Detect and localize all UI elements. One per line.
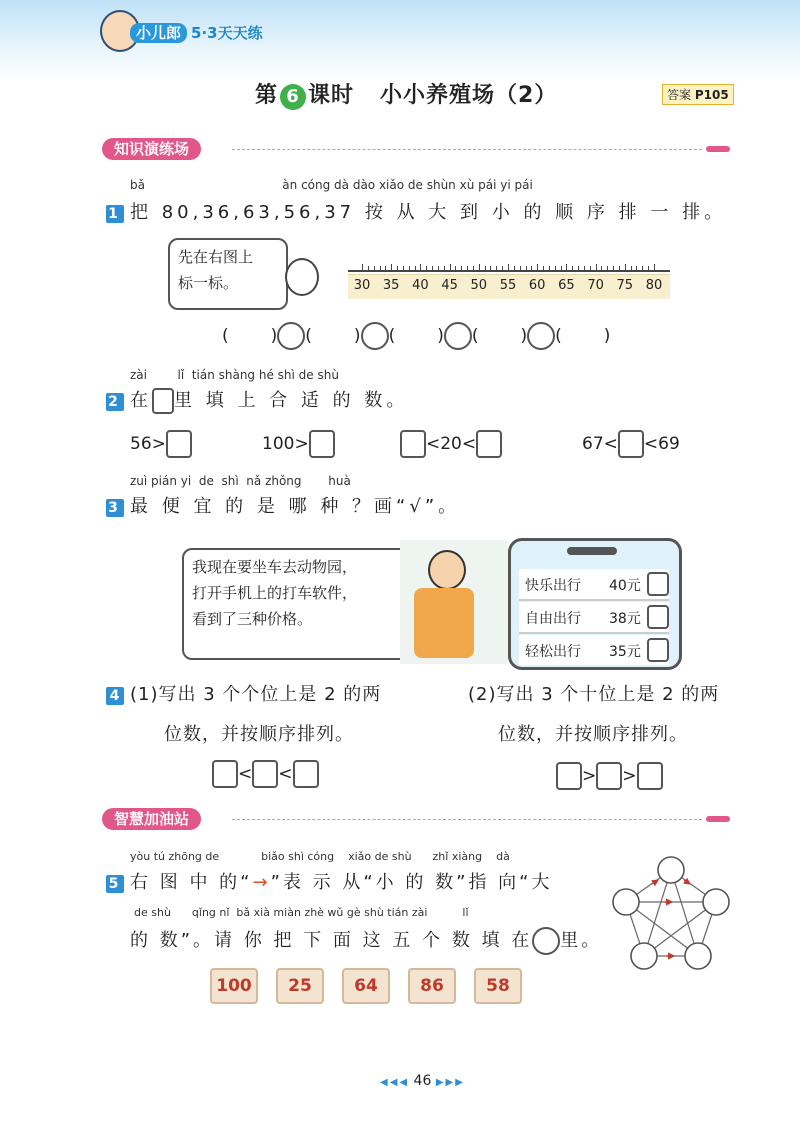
price-row-3 [519,635,669,665]
section-practice: 知识演练场 [102,138,201,160]
q2-blank-4[interactable] [476,430,502,458]
lesson-title [255,78,557,110]
number-tile-5[interactable]: 58 [474,968,522,1004]
number-line-tick [496,266,497,271]
number-line-tick [479,264,480,272]
q1-pinyin: bǎ àn cóng dà dào xiǎo de shùn xù pái yi pái [130,178,533,192]
number-line-tick [380,266,381,271]
number-line-tick [520,266,521,271]
q2-box-glyph [152,388,174,414]
number-line-tick [514,266,515,271]
number-tile-3[interactable]: 64 [342,968,390,1004]
option-1-check[interactable] [647,572,669,596]
number-line-tick [368,266,369,271]
q4-part2-line1: (2)写出 3 个十位上是 2 的两 [468,684,720,705]
boy-head-icon [428,550,466,590]
number-line-tick [648,266,649,271]
section-wisdom: 智慧加油站 [102,808,201,830]
backpack-icon [414,588,474,658]
q4-part1-line1 [106,680,381,706]
number-line-label: 60 [528,278,546,293]
number-line-label: 45 [441,278,458,293]
number-line-tick [601,266,602,271]
q1-paren-close-2: ) [353,326,361,346]
arrow-icon: → [252,872,271,893]
option-1-price: 40元 [609,578,641,594]
answer-tag[interactable] [662,84,734,105]
number-tile-2[interactable]: 25 [276,968,324,1004]
section-divider [232,149,702,150]
page-footer [380,1073,465,1089]
price-row-2 [519,602,669,634]
number-tile-4[interactable]: 86 [408,968,456,1004]
number-line-label: 55 [499,278,517,293]
number-line-tick [642,266,643,271]
node-left[interactable] [613,889,639,915]
lesson-number: 6 [280,84,306,110]
number-line-tick [385,266,386,271]
number-line-tick [566,264,567,272]
q3-text [106,492,460,518]
q2-blank-1[interactable] [166,430,192,458]
number-line-label: 30 [353,278,371,293]
q3-bubble-line1: 我现在要坐车去动物园， [192,558,358,576]
number-line-tick [444,266,445,271]
q1-text [106,198,726,224]
lesson-suffix: 课时 [308,83,355,108]
q2-blank-3[interactable] [400,430,426,458]
number-line-tick [438,266,439,271]
q1-paren-open-5: ( [555,326,562,346]
number-line-tick [403,266,404,271]
q1-hint-bubble [168,238,288,310]
q1-circle-4[interactable] [527,322,555,350]
number-line-tick [578,266,579,271]
q5-text2a: 的 数”。请 你 把 下 面 这 五 个 数 填 在 [130,930,533,951]
number-line-tick [473,266,474,271]
number-line-tick [502,266,503,271]
phone-screen [508,538,682,670]
q4-2-gt-2: > [622,766,637,786]
lesson-prefix: 第 [255,83,279,108]
node-top[interactable] [658,857,684,883]
q5-line2 [130,926,602,955]
q4-answer-2 [556,762,663,790]
q2-e2-text: 100> [262,434,309,454]
q1-paren-open-2: ( [305,326,312,346]
option-1-name: 快乐出行 [525,578,581,594]
q4-1-lt-2: < [278,764,293,784]
q5-text2b: 里。 [560,930,603,951]
number-line-tick [613,266,614,271]
q3-number: 3 [106,499,124,517]
series-name: 5·3天天练 [191,24,263,42]
q2-e4a-text: 67< [582,434,618,454]
number-line-tick [420,264,421,272]
q5-text1a: 右 图 中 的“ [130,872,253,893]
q3-bubble-line2: 打开手机上的打车软件， [192,584,358,602]
answer-page: P105 [694,88,729,102]
q4-answer-1 [212,760,319,788]
number-line-tick [619,266,620,271]
brand [130,22,263,43]
number-line-tick [485,266,486,271]
q2-blank-5[interactable] [618,430,644,458]
number-line-tick [607,266,608,271]
number-line-tick [590,266,591,271]
panda-icon [285,258,319,296]
number-line-tick [391,264,392,272]
q2-pinyin: zài lǐ tián shàng hé shì de shù [130,368,339,382]
q5-pinyin-1: yòu tú zhōng de biǎo shì cóng xiǎo de shù zhǐ xiàng dà [130,850,510,863]
number-line-tick [572,266,573,271]
q5-number: 5 [106,875,124,893]
boy-with-phone-illustration [400,540,508,664]
q2-expr-4 [582,430,680,458]
number-line-tick [549,266,550,271]
pencil-icon-2 [706,816,730,822]
number-line-label: 50 [470,278,488,293]
lesson-name: 小小养殖场（2） [380,83,558,108]
q4-part2-line2: 位数，并按顺序排列。 [498,724,688,745]
number-line-tick [362,264,363,272]
number-line-tick [450,264,451,272]
q1-answer-row [222,322,610,350]
q1-circle-3[interactable] [444,322,472,350]
q5-pinyin-2: de shù qǐng nǐ bǎ xià miàn zhè wǔ gè shù tián zài lǐ [134,906,469,919]
q4-part1-line2: 位数，并按顺序排列。 [164,724,354,745]
right-arrows-icon: ▶▶▶ [435,1077,465,1088]
q1-paren-close-4: ) [520,326,528,346]
number-line-tick [631,266,632,271]
q2-expr-3 [400,430,502,458]
q2-prompt-b: 里 填 上 合 适 的 数。 [174,390,409,411]
brand-name: 小儿郎 [130,23,187,43]
q2-expr-2 [262,430,335,458]
q2-number: 2 [106,393,124,411]
q1-prompt: 把 80,36,63,56,37 按 从 大 到 小 的 顺 序 排 一 排。 [130,202,727,223]
option-2-price: 38元 [609,611,641,627]
number-line-label: 70 [587,278,604,293]
q4-1-blank-3[interactable] [293,760,319,788]
q4-1-lt-1: < [238,764,253,784]
q1-paren-close-3: ) [437,326,444,346]
number-line-tick [543,266,544,271]
q4-1-blank-2[interactable] [252,760,278,788]
number-line-tick [426,266,427,271]
q4-2-gt-1: > [582,766,597,786]
number-line-label: 40 [412,278,429,293]
number-line [348,264,670,298]
left-arrows-icon: ◀◀◀ [380,1077,410,1088]
q4-number: 4 [106,687,124,705]
number-line-tick [625,264,626,272]
q4-2-blank-2[interactable] [596,762,622,790]
q4-2-blank-1[interactable] [556,762,582,790]
q2-e3-text: <20< [426,434,477,454]
number-line-label: 80 [645,278,663,293]
number-line-tick [374,266,375,271]
number-line-tick [467,266,468,271]
price-row-1 [519,569,669,601]
number-tile-1[interactable]: 100 [210,968,258,1004]
q5-text1b: ”表 示 从“小 的 数”指 向“大 [270,872,553,893]
q1-paren-open-4: ( [471,326,479,346]
q4-p1-text1: (1)写出 3 个个位上是 2 的两 [130,684,382,705]
answer-label: 答案 [667,88,692,102]
page-number: 46 [413,1073,432,1089]
number-line-tick [561,266,562,271]
q1-circle-2[interactable] [361,322,389,350]
number-line-label: 75 [616,278,634,293]
q5-line1 [106,868,553,894]
number-line-label: 65 [558,278,575,293]
q4-1-blank-1[interactable] [212,760,238,788]
q5-circle-glyph [532,927,560,955]
number-line-tick [537,264,538,272]
option-2-check[interactable] [647,605,669,629]
number-line-tick [490,266,491,271]
q1-paren-open-3: ( [388,326,396,346]
q1-paren-close-1: ) [270,326,278,346]
number-line-tick [654,264,655,272]
q2-e1-text: 56> [130,434,166,454]
q2-e4b-text: <69 [643,434,680,454]
number-line-tick [584,266,585,271]
arrow-marker-2 [684,880,690,884]
option-3-check[interactable] [647,638,669,662]
q2-text [106,386,408,414]
q2-blank-2[interactable] [309,430,335,458]
option-2-name: 自由出行 [525,611,581,627]
pentagon-diagram [606,850,736,980]
node-right[interactable] [703,889,729,915]
q3-speech-bubble [182,548,414,660]
number-line-tick [415,266,416,271]
number-line-tick [397,266,398,271]
number-line-tick [531,266,532,271]
number-line-tick [596,264,597,272]
option-3-price: 35元 [609,644,641,660]
q4-2-blank-3[interactable] [637,762,663,790]
q2-expr-1 [130,430,192,458]
q2-prompt-a: 在 [130,390,152,411]
option-3-name: 轻松出行 [525,644,581,660]
q1-number: 1 [106,205,124,223]
number-line-tick [455,266,456,271]
number-line-tick [508,264,509,272]
node-bottom-right[interactable] [685,943,711,969]
number-line-tick [636,266,637,271]
q1-paren-open-1: ( [222,326,229,346]
phone-notch-icon [567,547,617,555]
q1-paren-close-5: ) [603,326,611,346]
number-line-tick [432,266,433,271]
q3-pinyin: zuì pián yi de shì nǎ zhǒng huà [130,474,351,488]
number-line-tick [409,266,410,271]
node-bottom-left[interactable] [631,943,657,969]
number-line-tick [555,266,556,271]
number-line-label: 35 [382,278,400,293]
number-line-tick [461,266,462,271]
q3-prompt: 最 便 宜 的 是 哪 种 ？画“√”。 [130,496,461,517]
q1-hint-line1: 先在右图上 [178,248,254,266]
q1-hint-line2: 标一标。 [178,274,239,292]
q1-circle-1[interactable] [277,322,305,350]
number-line-tick [526,266,527,271]
arrow-marker-1 [652,880,658,884]
section-divider-2 [232,819,702,820]
q3-bubble-line3: 看到了三种价格。 [192,610,313,628]
pencil-icon [706,146,730,152]
